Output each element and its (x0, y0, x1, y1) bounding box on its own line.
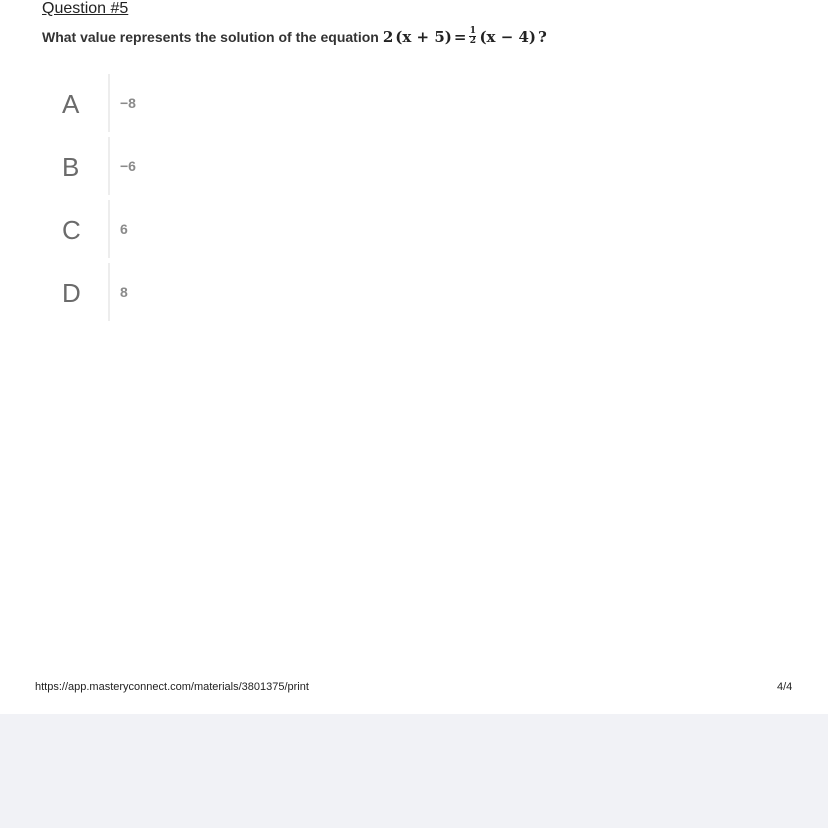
choice-value: −8 (120, 95, 136, 111)
equation (383, 27, 547, 46)
choice-divider (108, 74, 110, 132)
equation-equals: = (453, 27, 467, 46)
choice-b[interactable] (62, 137, 362, 195)
question-title: Question #5 (42, 0, 129, 17)
choice-c[interactable] (62, 200, 362, 258)
choice-divider (108, 137, 110, 195)
footer-url: https://app.masteryconnect.com/materials/3801375/print (35, 681, 309, 693)
choice-value: −6 (120, 158, 136, 174)
choice-value: 6 (120, 221, 128, 237)
choice-a[interactable] (62, 74, 362, 132)
equation-question-mark: ? (538, 27, 547, 46)
choice-d[interactable] (62, 263, 362, 321)
equation-rhs-group: (x − 4) (479, 27, 537, 46)
equation-fraction (469, 27, 476, 46)
choice-letter: C (62, 215, 81, 245)
choice-divider (108, 200, 110, 258)
answer-choices (62, 74, 362, 326)
fraction-numerator: 1 (469, 26, 477, 36)
choice-divider (108, 263, 110, 321)
fraction-denominator: 2 (469, 36, 477, 46)
choice-letter: D (62, 278, 81, 308)
question-prompt-text: What value represents the solution of the equation (42, 28, 379, 45)
footer-page-number: 4/4 (777, 681, 793, 693)
question-prompt (42, 27, 547, 46)
choice-letter: B (62, 152, 80, 182)
choice-value: 8 (120, 284, 128, 300)
equation-lhs-group: (x + 5) (395, 27, 452, 46)
choice-letter: A (62, 89, 80, 119)
equation-lhs-coeff: 2 (382, 27, 394, 46)
